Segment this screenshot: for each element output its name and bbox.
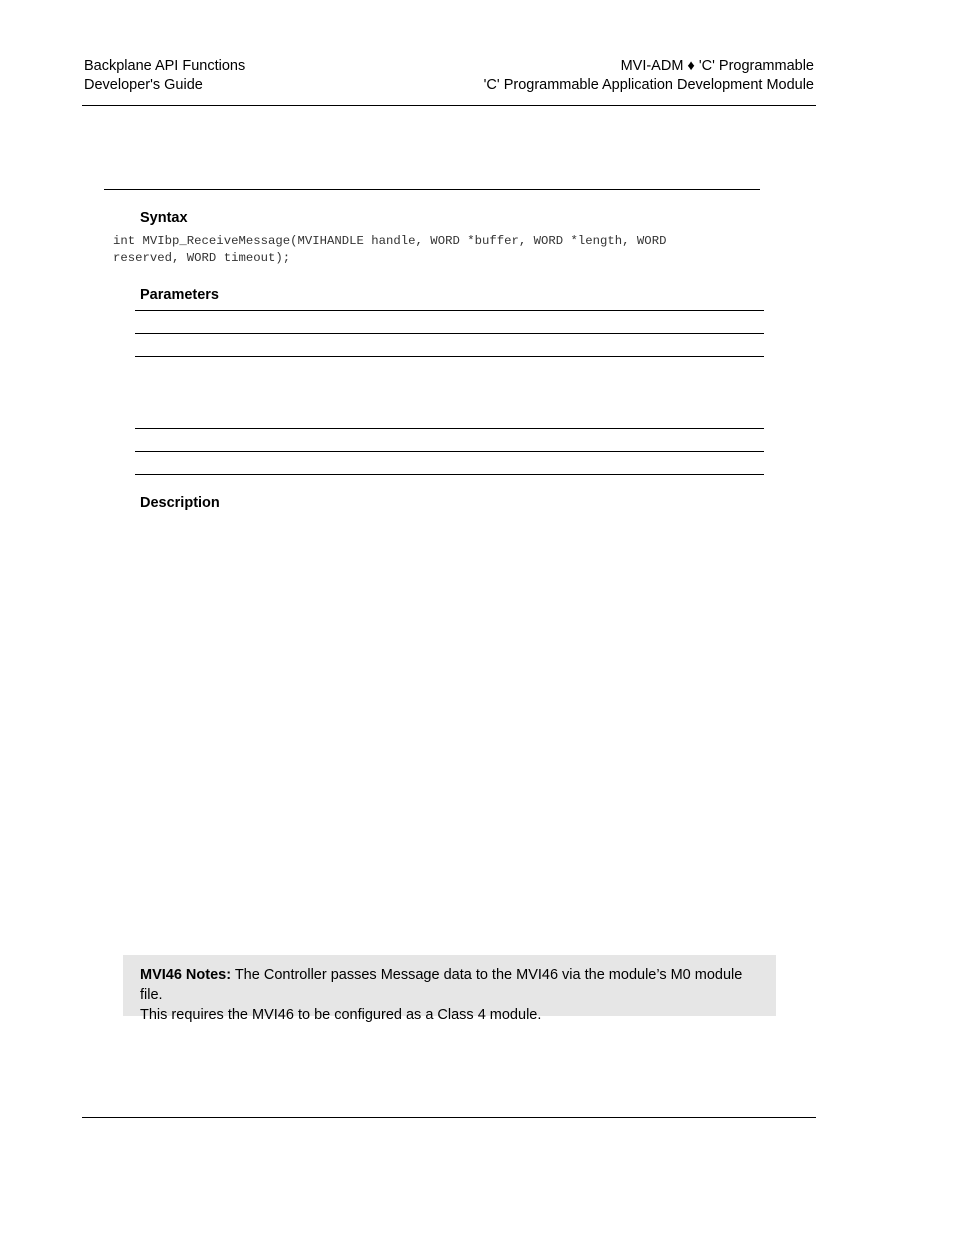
description-heading: Description <box>140 495 220 511</box>
header-section-title: Backplane API Functions <box>84 58 246 74</box>
mvi46-note-box <box>123 955 776 1023</box>
note-text: The Controller passes Message data to the MVI46 via the module’s M0 module file. <box>140 967 743 1003</box>
parameters-table-rule <box>135 474 764 475</box>
syntax-code-line: reserved, WORD timeout); <box>113 251 291 265</box>
header-right <box>484 57 814 95</box>
header-guide-title: Developer's Guide <box>84 77 203 93</box>
note-line: This requires the MVI46 to be configured as a Class 4 module. <box>140 1007 542 1023</box>
function-title-rule <box>104 189 760 190</box>
parameters-table-rule <box>135 333 764 334</box>
header-left <box>84 57 245 95</box>
parameters-table-rule <box>135 310 764 311</box>
parameters-heading: Parameters <box>140 287 219 303</box>
header-product-subtitle: 'C' Programmable Application Development Module <box>483 77 814 93</box>
syntax-code-line: int MVIbp_ReceiveMessage(MVIHANDLE handle, WORD *buffer, WORD *length, WORD <box>113 234 667 248</box>
footer-rule <box>82 1117 816 1118</box>
syntax-heading: Syntax <box>140 210 188 226</box>
parameters-table-rule <box>135 356 764 357</box>
syntax-code <box>113 233 773 267</box>
header-rule <box>82 105 816 106</box>
note-label: MVI46 Notes: <box>140 967 232 983</box>
header-product-title: MVI-ADM ♦ 'C' Programmable <box>620 58 814 74</box>
parameters-table-rule <box>135 428 764 429</box>
parameters-table-rule <box>135 451 764 452</box>
note-line <box>140 965 759 1005</box>
